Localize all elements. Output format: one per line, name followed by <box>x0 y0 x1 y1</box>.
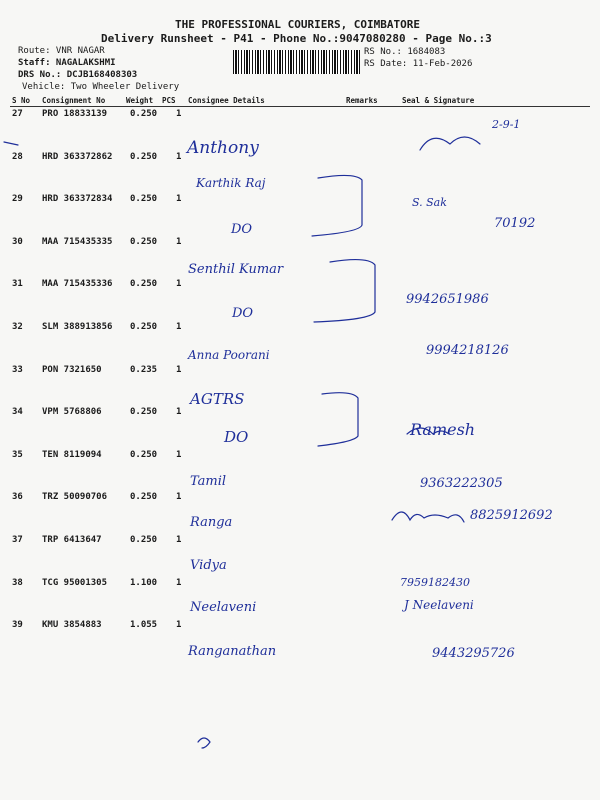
cell-pcs: 1 <box>176 492 182 503</box>
cell-consignment: MAA 715435335 <box>42 236 113 247</box>
cell-weight: 1.100 <box>130 577 158 588</box>
col-weight: Weight <box>126 96 154 105</box>
cell-weight: 0.250 <box>130 449 158 460</box>
margin-dash <box>4 142 18 145</box>
company-name: THE PROFESSIONAL COURIERS, COIMBATORE <box>175 18 421 31</box>
cell-consignment: VPM 5768806 <box>42 407 102 418</box>
cell-consignment: SLM 388913856 <box>42 322 113 332</box>
hand-name-neelaveni: Neelaveni <box>190 600 257 615</box>
cell-sno: 37 <box>12 535 23 545</box>
hand-sig-32: 9994218126 <box>426 343 509 358</box>
hand-ditto-2: DO <box>232 306 254 321</box>
hand-sig-29b: S. Sak <box>412 196 447 209</box>
cell-sno: 35 <box>12 449 23 460</box>
col-consignment: Consignment No <box>42 96 106 105</box>
scribble-27 <box>420 137 480 150</box>
route: Route: VNR NAGAR <box>18 46 105 56</box>
cell-sno: 28 <box>12 151 23 162</box>
col-remarks: Remarks <box>346 96 378 105</box>
hand-name-ranganathan: Ranganathan <box>188 644 277 659</box>
hand-sig-27: 2-9-1 <box>492 118 521 131</box>
vehicle: Vehicle: Two Wheeler Delivery <box>22 82 180 92</box>
cell-sno: 31 <box>12 279 23 290</box>
cell-pcs: 1 <box>176 322 182 332</box>
rs-date: RS Date: 11-Feb-2026 <box>364 59 473 69</box>
bracket-3 <box>318 393 358 446</box>
hand-name-senthil: Senthil Kumar <box>188 262 284 277</box>
hand-name-vidya: Vidya <box>190 558 227 573</box>
staff: Staff: NAGALAKSHMI <box>18 58 116 68</box>
bottom-scribble <box>198 738 210 748</box>
cell-weight: 0.235 <box>130 364 158 375</box>
hand-name-ranga: Ranga <box>190 515 233 530</box>
cell-weight: 0.250 <box>130 109 158 119</box>
bracket-1 <box>312 175 362 236</box>
cell-sno: 30 <box>12 236 23 247</box>
hand-sig-36: 8825912692 <box>470 508 553 523</box>
hand-sig-29: 70192 <box>494 216 536 231</box>
cell-weight: 0.250 <box>130 236 158 247</box>
cell-consignment: HRD 363372834 <box>42 194 113 205</box>
hand-sig-34: Ramesh <box>410 420 476 439</box>
cell-consignment: TEN 8119094 <box>42 449 102 460</box>
hand-sig-38: 7959182430 <box>400 576 470 589</box>
cell-consignment: PON 7321650 <box>42 364 102 375</box>
cell-sno: 39 <box>12 620 23 631</box>
cell-consignment: MAA 715435336 <box>42 279 113 290</box>
cell-sno: 29 <box>12 194 23 205</box>
col-consignee: Consignee Details <box>188 96 265 105</box>
hand-sig-31: 9942651986 <box>406 292 489 307</box>
cell-sno: 36 <box>12 492 23 503</box>
cell-pcs: 1 <box>176 151 182 162</box>
hand-name-anna: Anna Poorani <box>188 348 270 362</box>
cell-pcs: 1 <box>176 194 182 205</box>
cell-weight: 0.250 <box>130 279 158 290</box>
hand-ditto-3: DO <box>224 428 249 446</box>
hand-sig-35: 9363222305 <box>420 476 503 491</box>
col-sno: S No <box>12 96 31 105</box>
hand-sig-39: 9443295726 <box>432 646 515 661</box>
cell-weight: 0.250 <box>130 194 158 205</box>
hand-ditto-1: DO <box>231 222 253 237</box>
cell-consignment: HRD 363372862 <box>42 151 113 162</box>
cell-pcs: 1 <box>176 109 182 119</box>
cell-consignment: TCG 95001305 <box>42 577 108 588</box>
cell-sno: 27 <box>12 109 23 119</box>
cell-sno: 32 <box>12 322 23 332</box>
drs-number: DRS No.: DCJB168408303 <box>18 70 138 80</box>
hand-name-anthony: Anthony <box>187 138 259 158</box>
rs-number: RS No.: 1684083 <box>364 47 446 57</box>
col-seal: Seal & Signature <box>402 96 475 105</box>
cell-pcs: 1 <box>176 535 182 545</box>
col-pcs: PCS <box>162 96 176 105</box>
cell-consignment: PRO 18833139 <box>42 109 108 119</box>
cell-sno: 38 <box>12 577 23 588</box>
bracket-2 <box>314 260 375 322</box>
cell-consignment: TRP 6413647 <box>42 535 102 545</box>
cell-weight: 0.250 <box>130 151 158 162</box>
cell-pcs: 1 <box>176 236 182 247</box>
cell-consignment: KMU 3854883 <box>42 620 102 631</box>
cell-sno: 33 <box>12 364 23 375</box>
cell-weight: 0.250 <box>130 535 158 545</box>
cell-consignment: TRZ 50090706 <box>42 492 108 503</box>
cell-sno: 34 <box>12 407 23 418</box>
cell-pcs: 1 <box>176 279 182 290</box>
cell-pcs: 1 <box>176 449 182 460</box>
cell-pcs: 1 <box>176 620 182 631</box>
hand-name-tamil: Tamil <box>190 474 227 489</box>
runsheet-title: Delivery Runsheet - P41 - Phone No.:9047080280 - Page No.:3 <box>101 32 492 45</box>
cell-pcs: 1 <box>176 577 182 588</box>
hand-sig-38b: J Neelaveni <box>404 598 474 612</box>
cell-weight: 0.250 <box>130 492 158 503</box>
cell-weight: 0.250 <box>130 322 158 332</box>
cell-weight: 0.250 <box>130 407 158 418</box>
cell-pcs: 1 <box>176 364 182 375</box>
scribble-36 <box>392 512 464 522</box>
hand-name-agtrs: AGTRS <box>190 390 245 408</box>
cell-pcs: 1 <box>176 407 182 418</box>
hand-name-karthik: Karthik Raj <box>196 176 266 190</box>
cell-weight: 1.055 <box>130 620 158 631</box>
